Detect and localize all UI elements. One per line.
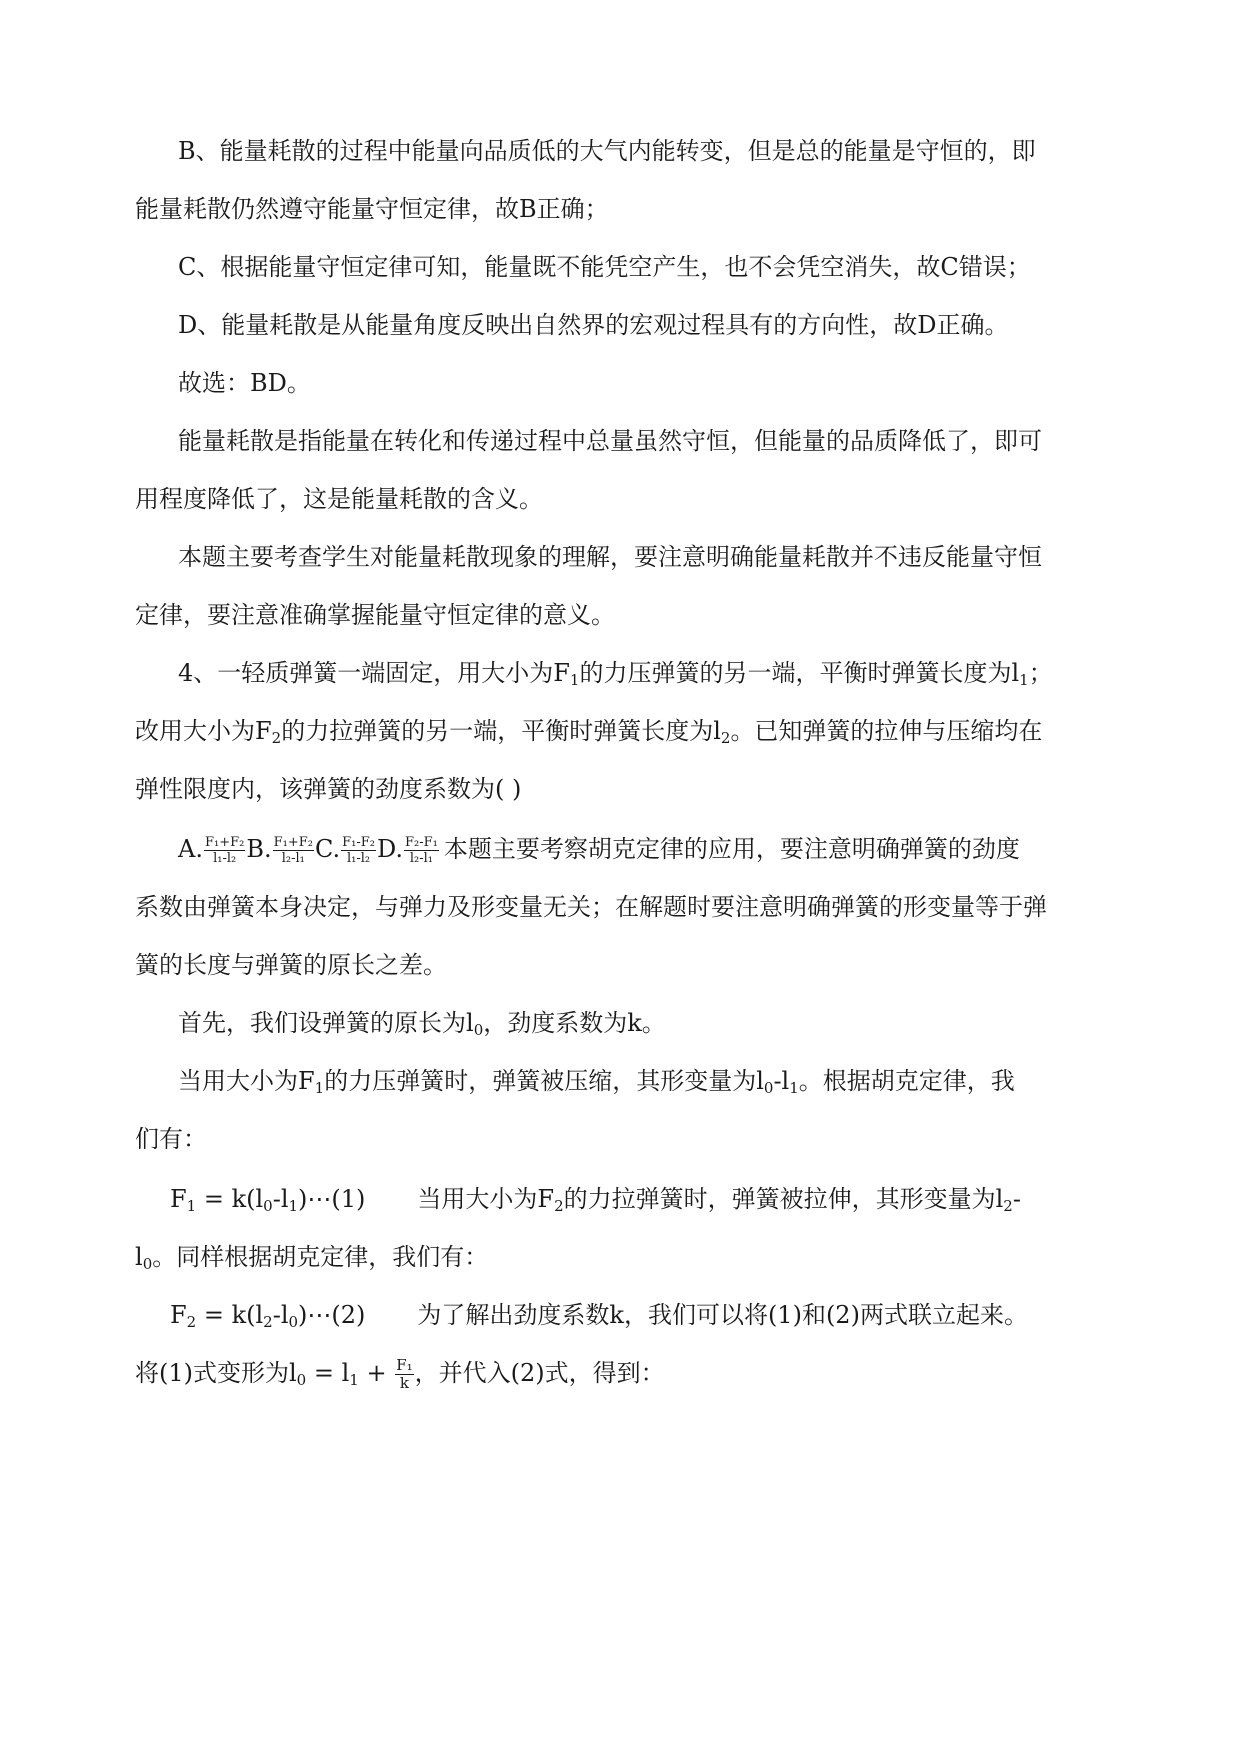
text-line: 故选：BD。	[178, 369, 311, 397]
answer-options-line: A. $\frac{\text{F₁+F₂}}{\text{l₁-l₂}}$ B. $\frac{\text{F₁+F₂}}{\text{l₂-l₁}}$ C. $\frac{\text{F₁-F₂}}{\text{l₁-l₂}}$ D. $\frac{\text{F₂-F₁}}{\text{l₂-l₁}}$ 本题主要考察胡克定律的应用，要注意明确弹簧的劲度	[178, 835, 1020, 866]
option-d-fraction: $\frac{\text{F₂-F₁}}{\text{l₂-l₁}}$	[404, 835, 438, 866]
option-b-label: B.	[246, 835, 272, 863]
text-line: C、根据能量守恒定律可知，能量既不能凭空产生，也不会凭空消失，故C错误；	[178, 253, 1031, 281]
question-line: 弹性限度内，该弹簧的劲度系数为( )	[135, 775, 522, 803]
text-line: $l_0$。同样根据胡克定律，我们有：	[135, 1243, 489, 1273]
option-d-label: D.	[376, 835, 403, 863]
text-line: 系数由弹簧本身决定，与弹力及形变量无关；在解题时要注意明确弹簧的形变量等于弹	[135, 893, 1047, 921]
equation-line: $F_1$ = $k(l_0-l_1)\cdots(1)$ 当用大小为$F_2$的力拉弹簧时，弹簧被拉伸，其形变量为$l_2-$	[170, 1185, 1021, 1215]
option-c-label: C.	[314, 835, 341, 863]
text-line: 本题主要考查学生对能量耗散现象的理解，要注意明确能量耗散并不违反能量守恒	[178, 543, 1042, 571]
option-a-label: A.	[178, 835, 203, 863]
question-line: 改用大小为$F_2$的力拉弹簧的另一端，平衡时弹簧长度为$l_2$。已知弹簧的拉伸与压缩均在	[135, 717, 1043, 747]
equation-line: 将(1)式变形为$l_0 = l_1$ + $\frac{\text{F₁}}{k}$ ，并代入(2)式，得到：	[135, 1356, 665, 1392]
option-b-fraction: $\frac{\text{F₁+F₂}}{\text{l₂-l₁}}$	[273, 835, 313, 866]
question-line: 4、一轻质弹簧一端固定，用大小为$F_1$的力压弹簧的另一端，平衡时弹簧长度为$l_1$；	[178, 659, 1053, 689]
text-line: 当用大小为$F_1$的力压弹簧时，弹簧被压缩，其形变量为$l_0-l_1$。根据胡克定律，我	[178, 1067, 1015, 1097]
text-line: 能量耗散仍然遵守能量守恒定律，故B正确；	[135, 195, 609, 223]
text-line: B、能量耗散的过程中能量向品质低的大气内能转变，但是总的能量是守恒的，即	[178, 137, 1036, 165]
text-line: 定律，要注意准确掌握能量守恒定律的意义。	[135, 601, 615, 629]
option-c-fraction: $\frac{\text{F₁-F₂}}{\text{l₁-l₂}}$	[342, 835, 375, 866]
option-a-fraction: $\frac{\text{F₁+F₂}}{\text{l₁-l₂}}$	[204, 835, 245, 866]
text-line: 用程度降低了，这是能量耗散的含义。	[135, 485, 543, 513]
fraction-f1-over-k: $\frac{\text{F₁}}{k}$	[396, 1356, 413, 1392]
text-line: 首先，我们设弹簧的原长为$l_0$，劲度系数为k。	[178, 1009, 666, 1039]
equation-line: $F_2$ = $k(l_2-l_0)\cdots(2)$ 为了解出劲度系数k，我们可以将(1)和(2)两式联立起来。	[170, 1301, 1028, 1331]
text-line: 能量耗散是指能量在转化和传递过程中总量虽然守恒，但能量的品质降低了，即可	[178, 427, 1042, 455]
text-line: D、能量耗散是从能量角度反映出自然界的宏观过程具有的方向性，故D正确。	[178, 311, 1009, 339]
text-line: 簧的长度与弹簧的原长之差。	[135, 951, 447, 979]
text-line: 们有：	[135, 1125, 207, 1153]
